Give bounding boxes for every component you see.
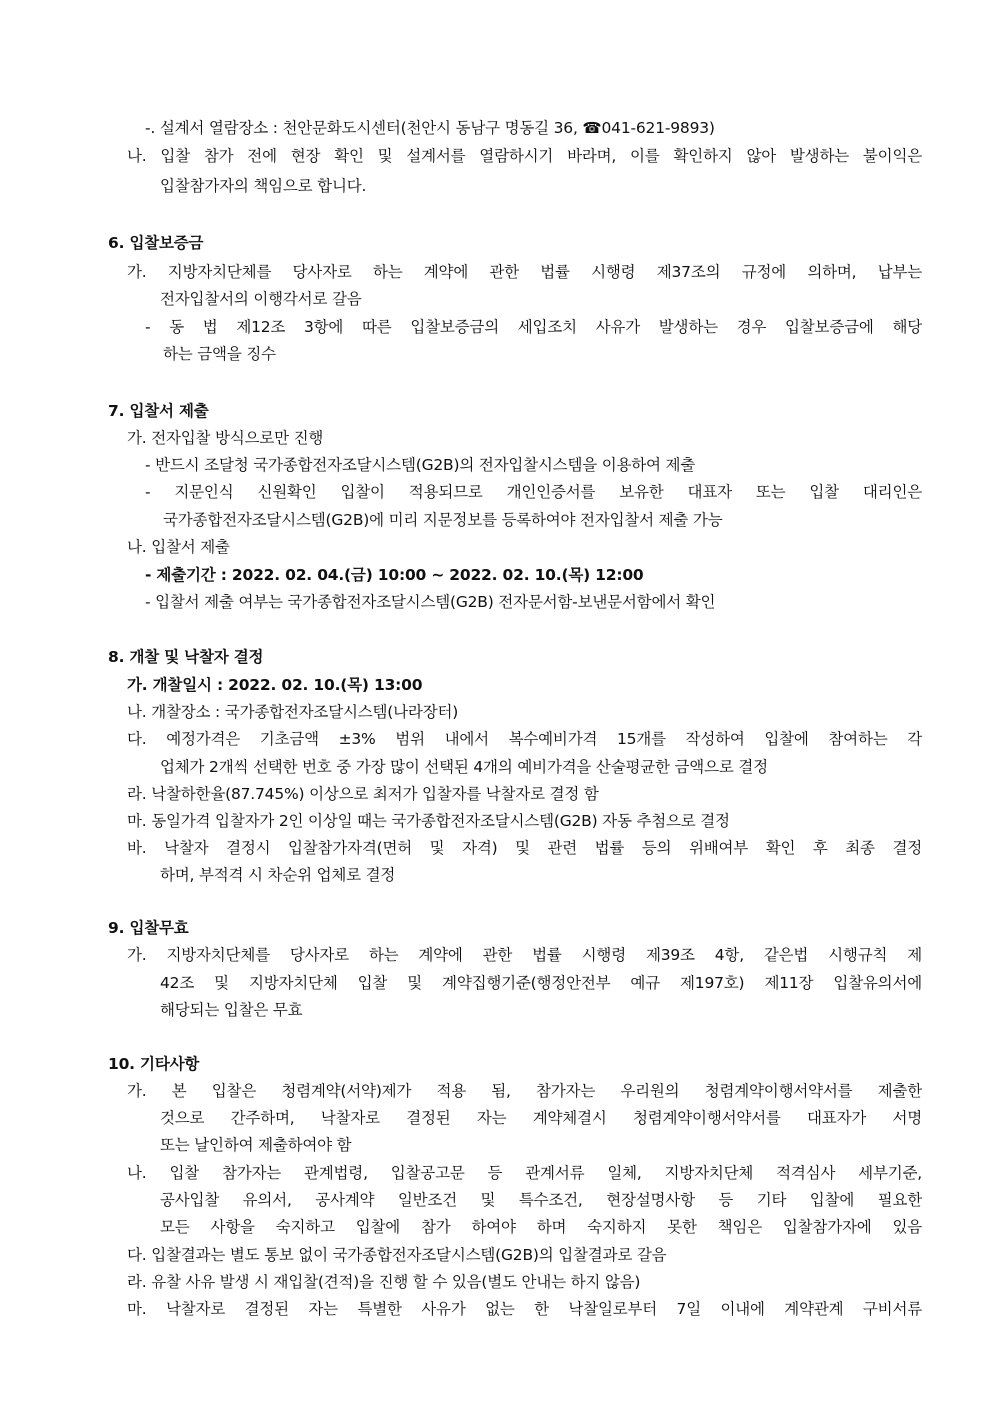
invalid-bid-line-1: 가. 지방자치단체를 당사자로 하는 계약에 관한 법률 시행령 제39조 4항, 같은법 시행규칙 제 [127, 946, 922, 964]
bid-result-notice: 다. 입찰결과는 별도 통보 없이 국가종합전자조달시스템(G2B)의 입찰결과로 갈음 [127, 1246, 667, 1264]
participant-duty-line-3: 모든 사항을 숙지하고 입찰에 참가 하여야 하며 숙지하지 못한 책임은 입찰참가자에 있음 [160, 1218, 922, 1236]
submission-ga-dash-2-line-2: 국가종합전자조달시스템(G2B)에 미리 지문정보를 등록하여야 전자입찰서 제출 가능 [163, 511, 723, 529]
design-doc-venue-line: -. 설계서 열람장소 : 천안문화도시센터(천안시 동남구 명동길 36, ☎041-621-9893) [145, 119, 715, 137]
submission-item-ga: 가. 전자입찰 방식으로만 진행 [127, 429, 324, 447]
integrity-contract-line-2: 것으로 간주하며, 낙찰자로 결정된 자는 계약체결시 청렴계약이행서약서를 대표자가 서명 [160, 1109, 922, 1127]
integrity-contract-line-1: 가. 본 입찰은 청렴계약(서약)제가 적용 됨, 참가자는 우리원의 청렴계약이행서약서를 제출한 [127, 1082, 922, 1100]
submission-ga-dash-1: - 반드시 조달청 국가종합전자조달시스템(G2B)의 전자입찰시스템을 이용하여 제출 [145, 456, 696, 474]
section-7-heading: 7. 입찰서 제출 [108, 402, 209, 420]
invalid-bid-line-3: 해당되는 입찰은 무효 [160, 1001, 303, 1019]
estimated-price-line-2: 업체가 2개씩 선택한 번호 중 가장 많이 선택된 4개의 예비가격을 산술평균한 금액으로 결정 [160, 758, 768, 776]
submission-item-na: 나. 입찰서 제출 [127, 538, 230, 556]
submission-period: - 제출기간 : 2022. 02. 04.(금) 10:00 ~ 2022. 02. 10.(목) 12:00 [145, 566, 644, 584]
site-check-notice-line-2: 입찰참가자의 책임으로 합니다. [160, 177, 367, 195]
winner-decision-line-1: 바. 낙찰자 결정시 입찰참가자격(면허 및 자격) 및 관련 법률 등의 위배여부 확인 후 최종 결정 [127, 839, 922, 857]
opening-venue: 나. 개찰장소 : 국가종합전자조달시스템(나라장터) [127, 703, 459, 721]
submission-ga-dash-2-line-1: - 지문인식 신원확인 입찰이 적용되므로 개인인증서를 보유한 대표자 또는 입찰 대리인은 [145, 483, 922, 501]
participant-duty-line-1: 나. 입찰 참가자는 관계법령, 입찰공고문 등 관계서류 일체, 지방자치단체 적격심사 세부기준, [127, 1164, 922, 1182]
bid-bond-dash-line-2: 하는 금액을 징수 [163, 345, 276, 363]
estimated-price-line-1: 다. 예정가격은 기초금액 ±3% 범위 내에서 복수예비가격 15개를 작성하여 입찰에 참여하는 각 [127, 730, 922, 748]
submission-check-note: - 입찰서 제출 여부는 국가종합전자조달시스템(G2B) 전자문서함-보낸문서함에서 확인 [145, 593, 716, 611]
bid-bond-dash-line-1: - 동 법 제12조 3항에 따른 입찰보증금의 세입조치 사유가 발생하는 경우 입찰보증금에 해당 [145, 318, 922, 336]
section-6-heading: 6. 입찰보증금 [108, 234, 204, 252]
invalid-bid-line-2: 42조 및 지방자치단체 입찰 및 계약집행기준(행정안전부 예규 제197호) 제11장 입찰유의서에 [160, 974, 922, 992]
rebid-notice: 라. 유찰 사유 발생 시 재입찰(견적)을 진행 할 수 있음(별도 안내는 하지 않음) [127, 1273, 641, 1291]
contract-docs-notice: 마. 낙찰자로 결정된 자는 특별한 사유가 없는 한 낙찰일로부터 7일 이내에 계약관계 구비서류 [127, 1300, 922, 1318]
bid-bond-item-ga-line-2: 전자입찰서의 이행각서로 갈음 [160, 290, 362, 308]
section-9-heading: 9. 입찰무효 [108, 919, 189, 937]
participant-duty-line-2: 공사입찰 유의서, 공사계약 일반조건 및 특수조건, 현장설명사항 등 기타 입찰에 필요한 [160, 1191, 922, 1209]
opening-datetime: 가. 개찰일시 : 2022. 02. 10.(목) 13:00 [127, 676, 423, 694]
site-check-notice-line-1: 나. 입찰 참가 전에 현장 확인 및 설계서를 열람하시기 바라며, 이를 확인하지 않아 발생하는 불이익은 [127, 147, 922, 165]
integrity-contract-line-3: 또는 날인하여 제출하여야 함 [160, 1136, 352, 1154]
section-10-heading: 10. 기타사항 [108, 1055, 200, 1073]
tie-break-rule: 마. 동일가격 입찰자가 2인 이상일 때는 국가종합전자조달시스템(G2B) 자동 추첨으로 결정 [127, 812, 730, 830]
bid-bond-item-ga-line-1: 가. 지방자치단체를 당사자로 하는 계약에 관한 법률 시행령 제37조의 규정에 의하며, 납부는 [127, 263, 922, 281]
winner-decision-line-2: 하며, 부적격 시 차순위 업체로 결정 [160, 866, 396, 884]
section-8-heading: 8. 개찰 및 낙찰자 결정 [108, 648, 264, 666]
lower-limit-rate: 라. 낙찰하한율(87.745%) 이상으로 최저가 입찰자를 낙찰자로 결정 함 [127, 785, 599, 803]
